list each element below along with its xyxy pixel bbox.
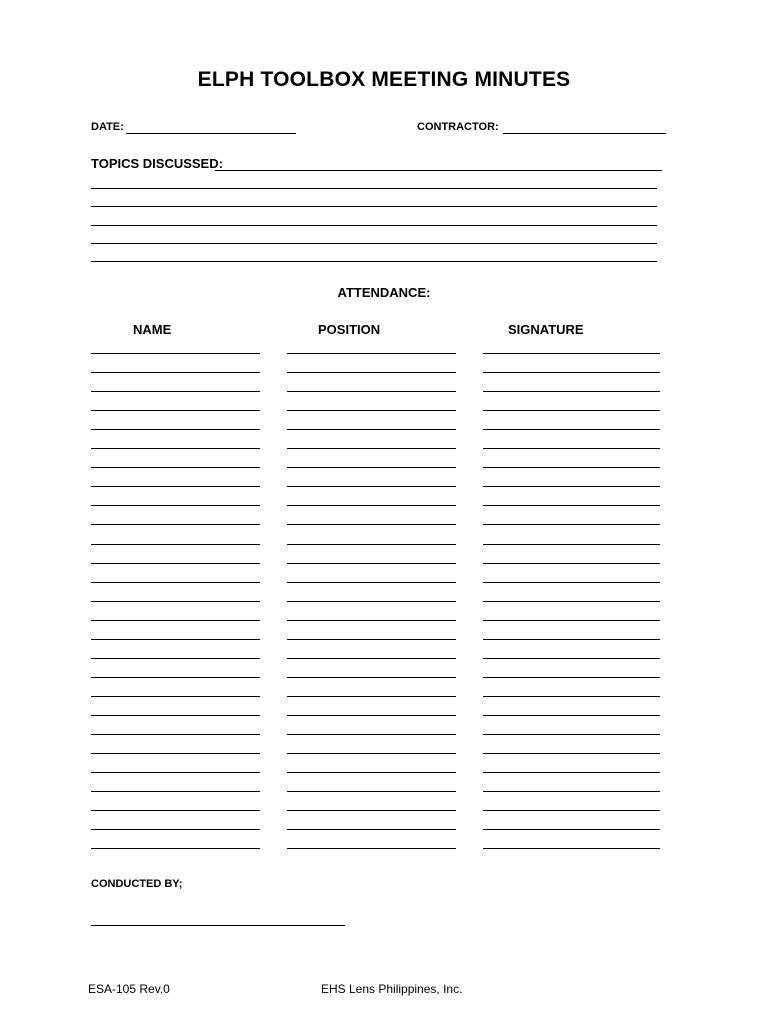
date-label: DATE: xyxy=(91,121,124,133)
form-title: ELPH TOOLBOX MEETING MINUTES xyxy=(197,68,571,91)
topics-line[interactable] xyxy=(91,261,657,262)
name-field[interactable] xyxy=(91,524,260,525)
position-field[interactable] xyxy=(287,582,456,583)
document-code: ESA-105 Rev.0 xyxy=(88,982,170,996)
topics-line[interactable] xyxy=(91,243,657,244)
name-field[interactable] xyxy=(91,601,260,602)
name-field[interactable] xyxy=(91,658,260,659)
name-field[interactable] xyxy=(91,829,260,830)
position-field[interactable] xyxy=(287,620,456,621)
position-field[interactable] xyxy=(287,791,456,792)
signature-field[interactable] xyxy=(483,544,660,545)
name-field[interactable] xyxy=(91,563,260,564)
position-field[interactable] xyxy=(287,563,456,564)
name-field[interactable] xyxy=(91,791,260,792)
name-field[interactable] xyxy=(91,696,260,697)
position-field[interactable] xyxy=(287,601,456,602)
signature-field[interactable] xyxy=(483,639,660,640)
name-field[interactable] xyxy=(91,353,260,354)
signature-field[interactable] xyxy=(483,524,660,525)
position-field[interactable] xyxy=(287,810,456,811)
position-field[interactable] xyxy=(287,353,456,354)
position-field[interactable] xyxy=(287,753,456,754)
signature-field[interactable] xyxy=(483,391,660,392)
signature-field[interactable] xyxy=(483,620,660,621)
position-field[interactable] xyxy=(287,715,456,716)
conducted-by-field[interactable] xyxy=(91,925,345,926)
name-field[interactable] xyxy=(91,410,260,411)
signature-field[interactable] xyxy=(483,715,660,716)
topics-line[interactable] xyxy=(91,206,657,207)
position-field[interactable] xyxy=(287,829,456,830)
signature-field[interactable] xyxy=(483,448,660,449)
signature-field[interactable] xyxy=(483,658,660,659)
position-field[interactable] xyxy=(287,410,456,411)
signature-field[interactable] xyxy=(483,829,660,830)
name-field[interactable] xyxy=(91,620,260,621)
name-field[interactable] xyxy=(91,372,260,373)
position-field[interactable] xyxy=(287,429,456,430)
position-field[interactable] xyxy=(287,524,456,525)
signature-field[interactable] xyxy=(483,810,660,811)
topics-line[interactable] xyxy=(91,188,657,189)
signature-field[interactable] xyxy=(483,467,660,468)
position-field[interactable] xyxy=(287,544,456,545)
name-field[interactable] xyxy=(91,429,260,430)
position-column-header: POSITION xyxy=(318,322,381,337)
name-field[interactable] xyxy=(91,486,260,487)
position-field[interactable] xyxy=(287,391,456,392)
signature-field[interactable] xyxy=(483,791,660,792)
signature-field[interactable] xyxy=(483,772,660,773)
name-field[interactable] xyxy=(91,467,260,468)
position-field[interactable] xyxy=(287,372,456,373)
topics-line[interactable] xyxy=(91,225,657,226)
signature-field[interactable] xyxy=(483,848,660,849)
position-field[interactable] xyxy=(287,448,456,449)
name-field[interactable] xyxy=(91,715,260,716)
name-field[interactable] xyxy=(91,753,260,754)
name-field[interactable] xyxy=(91,391,260,392)
signature-field[interactable] xyxy=(483,563,660,564)
signature-field[interactable] xyxy=(483,505,660,506)
signature-field[interactable] xyxy=(483,410,660,411)
attendance-heading: ATTENDANCE: xyxy=(337,285,431,300)
signature-field[interactable] xyxy=(483,582,660,583)
signature-field[interactable] xyxy=(483,429,660,430)
signature-field[interactable] xyxy=(483,734,660,735)
position-field[interactable] xyxy=(287,639,456,640)
name-column-header: NAME xyxy=(133,322,172,337)
name-field[interactable] xyxy=(91,772,260,773)
topics-line[interactable] xyxy=(215,170,662,171)
contractor-label: CONTRACTOR: xyxy=(417,121,499,133)
name-field[interactable] xyxy=(91,505,260,506)
name-field[interactable] xyxy=(91,448,260,449)
position-field[interactable] xyxy=(287,505,456,506)
position-field[interactable] xyxy=(287,467,456,468)
signature-field[interactable] xyxy=(483,372,660,373)
position-field[interactable] xyxy=(287,486,456,487)
date-field[interactable] xyxy=(126,133,296,134)
position-field[interactable] xyxy=(287,696,456,697)
signature-column-header: SIGNATURE xyxy=(508,322,584,337)
signature-field[interactable] xyxy=(483,696,660,697)
name-field[interactable] xyxy=(91,677,260,678)
name-field[interactable] xyxy=(91,848,260,849)
conducted-by-label: CONDUCTED BY; xyxy=(91,878,183,890)
company-name: EHS Lens Philippines, Inc. xyxy=(321,982,463,996)
name-field[interactable] xyxy=(91,639,260,640)
position-field[interactable] xyxy=(287,734,456,735)
signature-field[interactable] xyxy=(483,677,660,678)
topics-label: TOPICS DISCUSSED: xyxy=(91,156,223,171)
name-field[interactable] xyxy=(91,810,260,811)
position-field[interactable] xyxy=(287,848,456,849)
position-field[interactable] xyxy=(287,772,456,773)
name-field[interactable] xyxy=(91,734,260,735)
position-field[interactable] xyxy=(287,658,456,659)
signature-field[interactable] xyxy=(483,753,660,754)
name-field[interactable] xyxy=(91,582,260,583)
signature-field[interactable] xyxy=(483,353,660,354)
signature-field[interactable] xyxy=(483,601,660,602)
contractor-field[interactable] xyxy=(503,133,666,134)
position-field[interactable] xyxy=(287,677,456,678)
signature-field[interactable] xyxy=(483,486,660,487)
name-field[interactable] xyxy=(91,544,260,545)
